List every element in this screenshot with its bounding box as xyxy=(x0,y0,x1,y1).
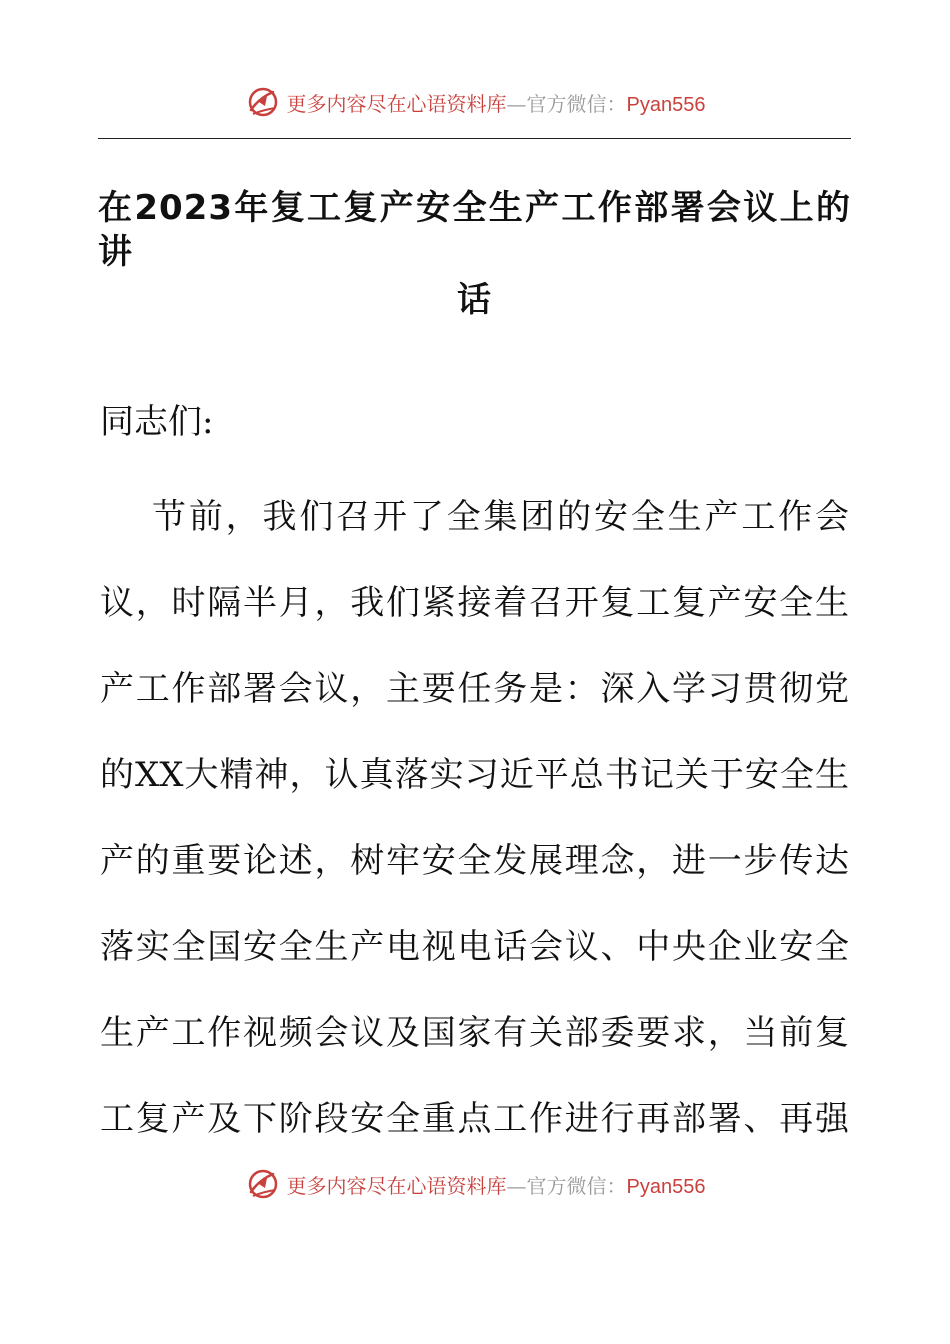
paragraph-line: 落实全国安全生产电视电话会议、中央企业安全 xyxy=(100,927,849,967)
paragraph-line: 的XX大精神，认真落实习近平总书记关于安全生 xyxy=(100,755,849,795)
paragraph-line: 议，时隔半月，我们紧接着召开复工复产安全生 xyxy=(100,583,849,623)
document-title xyxy=(98,186,851,322)
title-line-1: 在2023年复工复产安全生产工作部署会议上的讲 xyxy=(98,188,851,272)
paragraph-line: 产的重要论述，树牢安全发展理念，进一步传达 xyxy=(100,841,849,881)
paragraph-line: 生产工作视频会议及国家有关部委要求，当前复 xyxy=(100,1013,849,1053)
paragraph-line: 节前，我们召开了全集团的安全生产工作会 xyxy=(152,497,849,537)
salutation: 同志们: xyxy=(100,402,214,442)
footer-banner-text: 更多内容尽在心语资料库—官方微信：Pyan556 xyxy=(286,1173,706,1198)
pen-logo-icon xyxy=(245,1166,281,1202)
paragraph-line: 工复产及下阶段安全重点工作进行再部署、再强 xyxy=(100,1099,849,1139)
header-banner xyxy=(0,82,950,122)
title-line-2: 话 xyxy=(457,280,492,320)
pen-logo-icon xyxy=(245,84,281,120)
paragraph-line: 产工作部署会议，主要任务是：深入学习贯彻党 xyxy=(100,669,849,709)
header-divider xyxy=(98,138,851,139)
footer-banner xyxy=(0,1164,950,1204)
body-paragraph xyxy=(100,495,849,1183)
header-banner-text: 更多内容尽在心语资料库—官方微信：Pyan556 xyxy=(286,91,706,116)
